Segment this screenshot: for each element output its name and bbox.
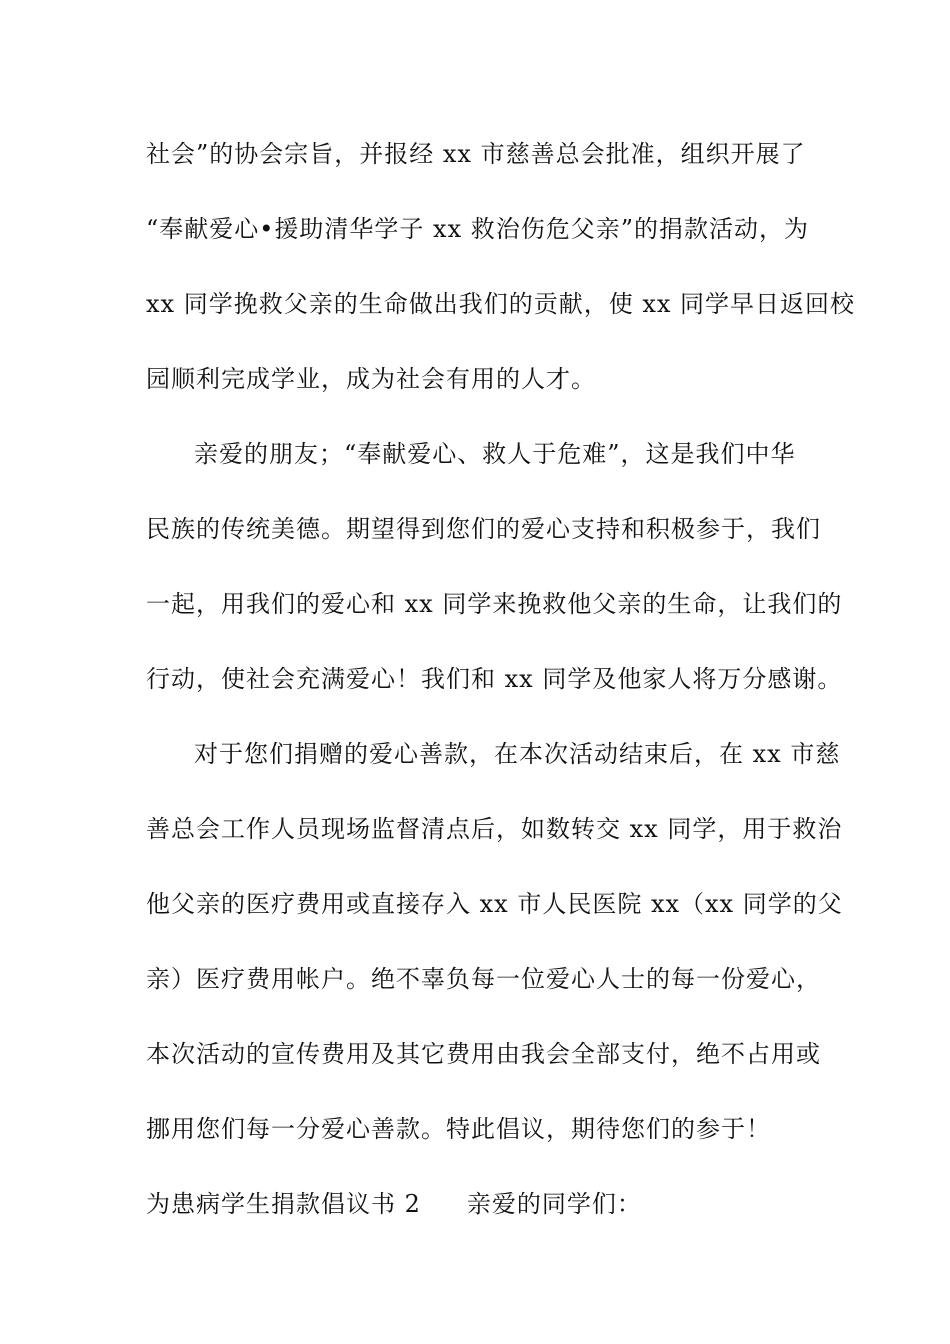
text-line: 本次活动的宣传费用及其它费用由我会全部支付，绝不占用或: [146, 1040, 821, 1068]
section-heading-line: [146, 1176, 810, 1251]
paragraph-first-line: 对于您们捐赠的爱心善款，在本次活动结束后，在 xx 市慈: [194, 740, 841, 768]
text-line: 园顺利完成学业，成为社会有用的人才。: [146, 365, 596, 393]
document-body: [146, 126, 856, 1251]
section-title: 为患病学生捐款倡议书 2: [146, 1190, 421, 1218]
text-line: 他父亲的医疗费用或直接存入 xx 市人民医院 xx（xx 同学的父: [146, 890, 843, 918]
paragraph-first-line: 亲爱的朋友；“奉献爱心、救人于危难”，这是我们中华: [194, 440, 796, 468]
text-line: 善总会工作人员现场监督清点后，如数转交 xx 同学，用于救治: [146, 815, 843, 843]
text-line: 亲）医疗费用帐户。绝不辜负每一位爱心人士的每一份爱心，: [146, 965, 821, 993]
text-line: “奉献爱心•援助清华学子 xx 救治伤危父亲”的捐款活动，为: [146, 215, 810, 243]
text-line: 民族的传统美德。期望得到您们的爱心支持和积极参于，我们: [146, 515, 821, 543]
text-line: 行动，使社会充满爱心！我们和 xx 同学及他家人将万分感谢。: [146, 665, 843, 693]
greeting: 亲爱的同学们：: [466, 1190, 642, 1218]
text-line: xx 同学挽救父亲的生命做出我们的贡献，使 xx 同学早日返回校: [146, 290, 856, 318]
text-line: 一起，用我们的爱心和 xx 同学来挽救他父亲的生命，让我们的: [146, 590, 843, 618]
text-line: 社会”的协会宗旨，并报经 xx 市慈善总会批准，组织开展了: [146, 140, 806, 168]
text-line: 挪用您们每一分爱心善款。特此倡议，期待您们的参于！: [146, 1115, 771, 1143]
